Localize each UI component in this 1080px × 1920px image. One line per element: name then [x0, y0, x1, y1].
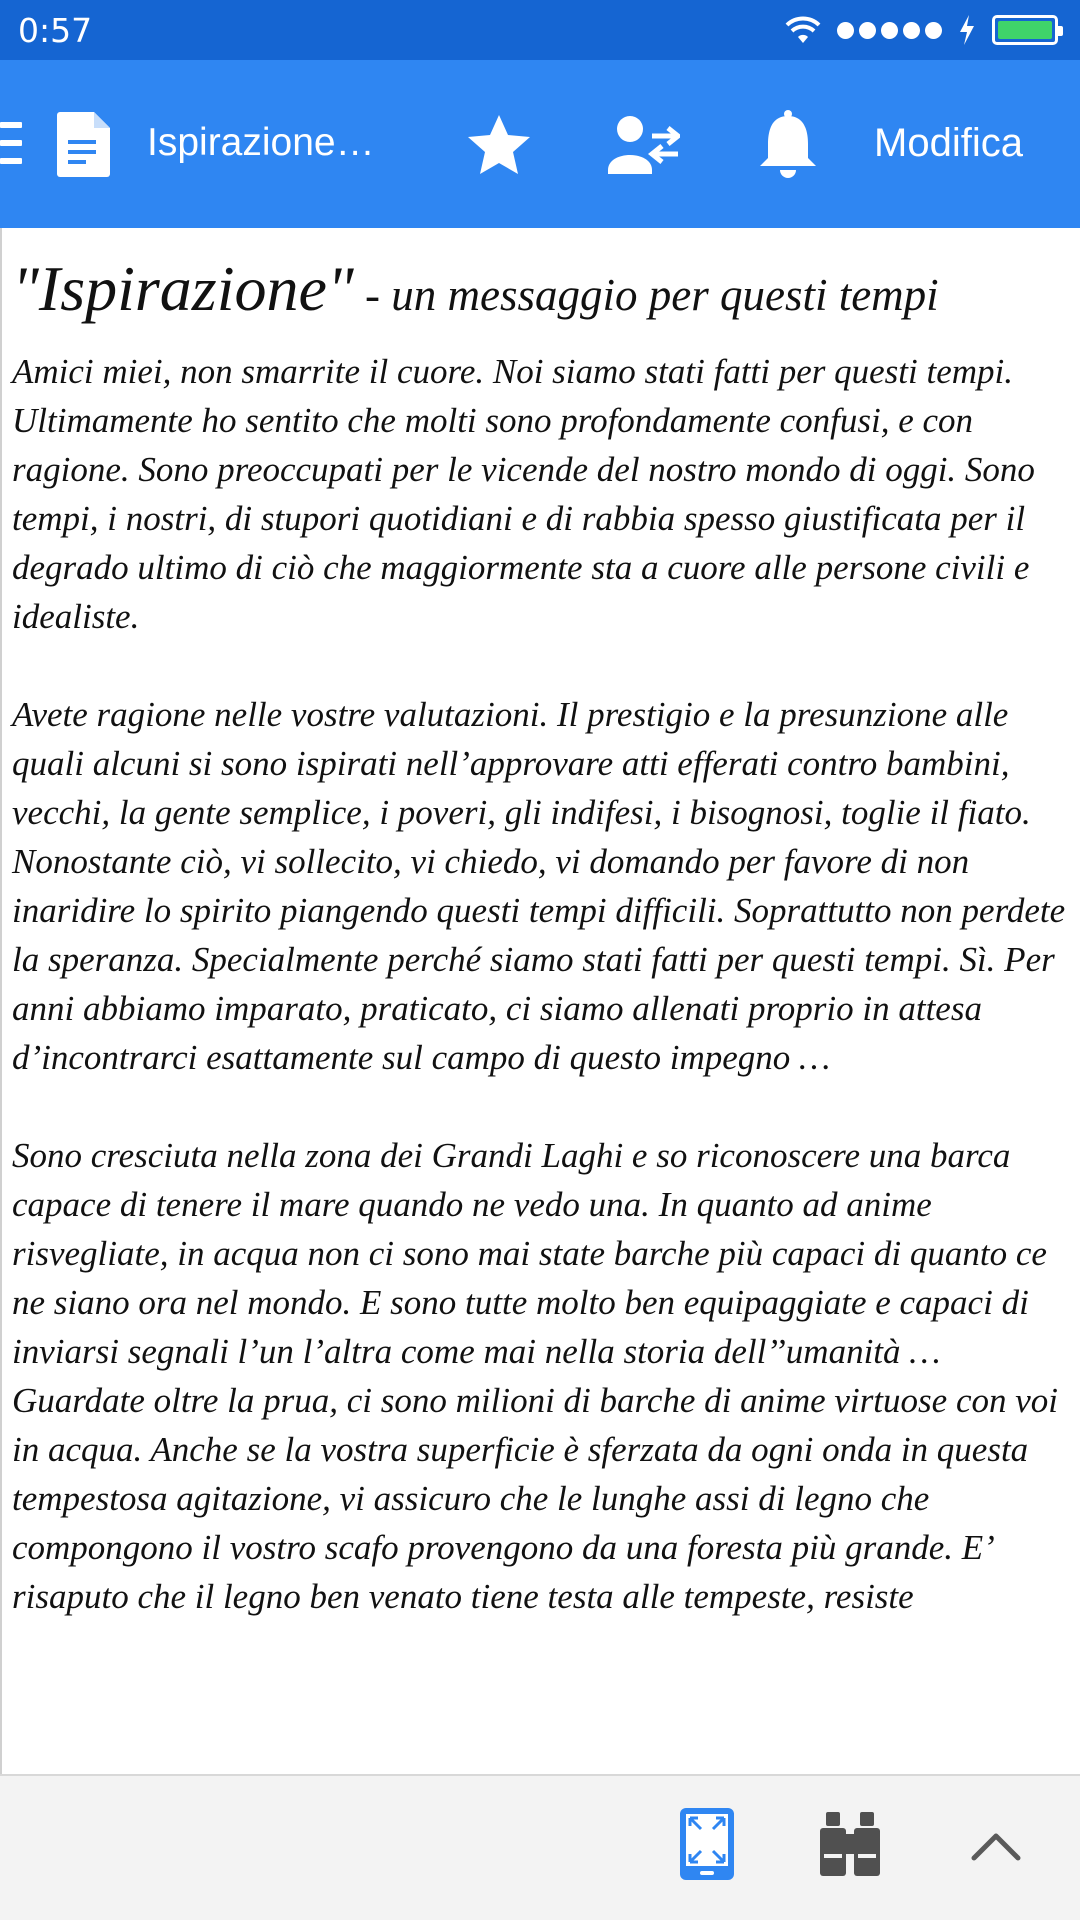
status-bar: [0, 0, 1080, 60]
charging-bolt-icon: [958, 15, 976, 45]
paragraph-2: Avete ragione nelle vostre valutazioni. Il prestigio e la presunzione alle quali alcuni si sono ispirati nell’approvare atti efferati contro bambini, vecchi, la gente semplice, i poveri, gli indifesi, i bisognosi, toglie il fiato. Nonostante ciò, vi sollecito, vi chiedo, vi domando per favore di non inaridire lo spirito piangendo questi tempi difficili. Soprattutto non perdete la speranza. Specialmente perché siamo stati fatti per questi tempi. Sì. Per anni abbiamo imparato, praticato, ci siamo allenati proprio in attesa d’incontrarci esattamente sul campo di questo impegno …: [12, 695, 1066, 1077]
article-title-sub: - un messaggio per questi tempi: [353, 270, 939, 320]
binoculars-icon[interactable]: [818, 1810, 882, 1878]
bottom-toolbar: [0, 1774, 1080, 1920]
app-bar: [0, 60, 1080, 228]
paragraph-1: Amici miei, non smarrite il cuore. Noi siamo stati fatti per questi tempi. Ultimamente ho sentito che molti sono profondamente confusi, e con ragione. Sono preoccupati per le vicende del nostro mondo di oggi. Sono tempi, i nostri, di stupori quotidiani e di rabbia spesso giustificata per il degrado ultimo di ciò che maggiormente sta a cuore alle persone civili e idealiste.: [12, 352, 1035, 636]
article-title: [12, 248, 1072, 347]
status-time: 0:57: [18, 10, 93, 50]
battery-icon: [992, 15, 1058, 45]
chevron-up-icon[interactable]: [968, 1826, 1024, 1866]
status-icons: [785, 15, 1058, 45]
wifi-icon: [785, 15, 821, 45]
document-title: Ispirazione…: [147, 121, 375, 164]
fullscreen-icon[interactable]: [678, 1806, 736, 1882]
edit-button[interactable]: Modifica: [874, 118, 1023, 168]
menu-icon[interactable]: [0, 122, 22, 166]
article-title-main: "Ispirazione": [12, 253, 354, 324]
document-icon: [56, 110, 112, 178]
signal-dots-icon: [837, 22, 942, 39]
paragraph-3: Sono cresciuta nella zona dei Grandi Laghi e so riconoscere una barca capace di tenere il mare quando ne vedo una. In quanto ad anime risvegliate, in acqua non ci sono mai state barche più capaci di quanto ce ne siano ora nel mondo. E sono tutte molto ben equipaggiate e capaci di inviarsi segnali l’un l’altra come mai nella storia dell’’umanità … Guardate oltre la prua, ci sono milioni di barche di anime virtuose con voi in acqua. Anche se la vostra superficie è sferzata da ogni onda in questa tempestosa agitazione, vi assicuro che le lunghe assi di legno che compongono il vostro scafo provengono da una foresta più grande. E’ risaputo che il legno ben venato tiene testa alle tempeste, resiste: [12, 1136, 1058, 1616]
star-icon[interactable]: [466, 112, 532, 178]
contacts-swap-icon[interactable]: [608, 112, 680, 178]
bell-icon[interactable]: [758, 110, 818, 180]
document-content[interactable]: [0, 228, 1080, 1774]
